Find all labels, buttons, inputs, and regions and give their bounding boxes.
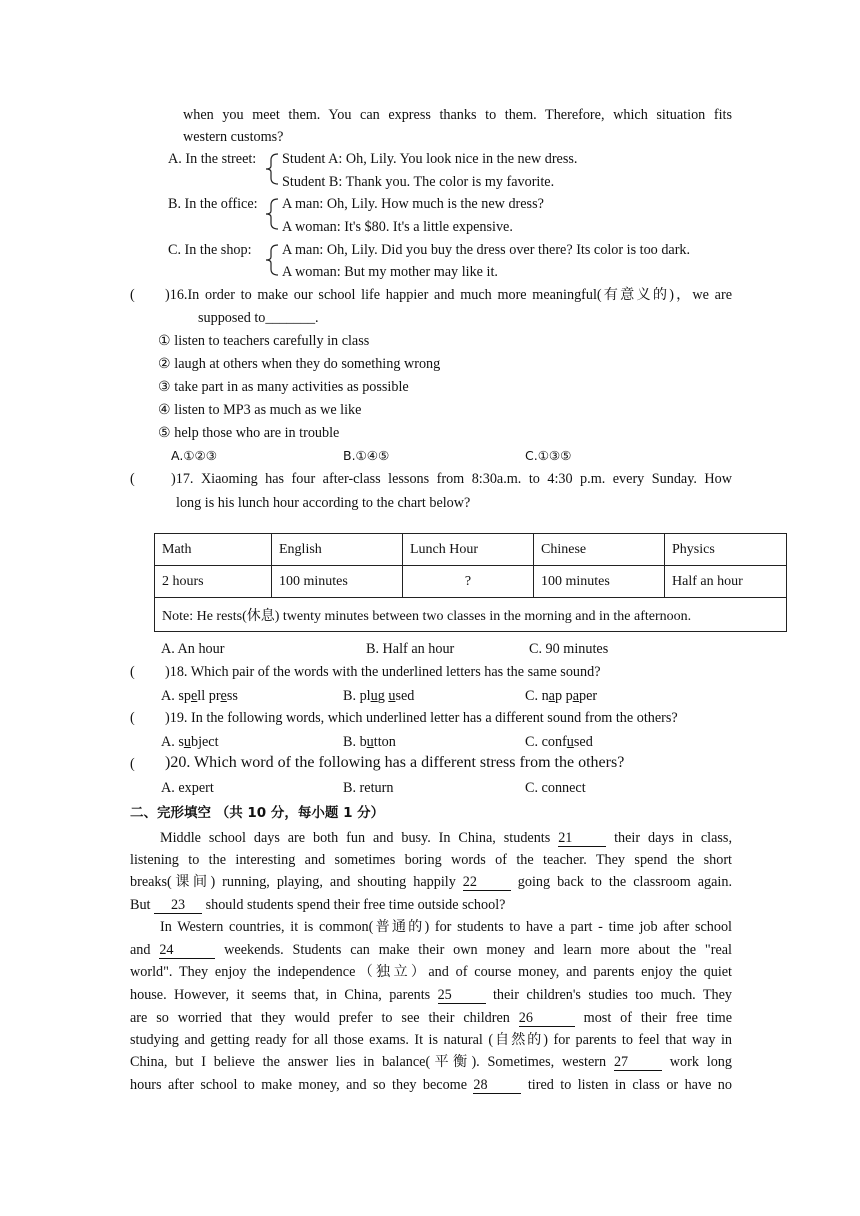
paragraph-line: breaks(课间) running, playing, and shouting happily 22 going back to the classroom again.: [130, 874, 732, 890]
q16-choice-b: B.①④⑤: [343, 448, 390, 463]
cloze-blank: 24: [159, 942, 215, 959]
q16-item: ④ listen to MP3 as much as we like: [158, 402, 362, 418]
paragraph-line: and 24 weekends. Students can make their own money and learn more about the "real: [130, 942, 732, 958]
q19-answer-paren: (: [130, 710, 135, 726]
q15-option-c-label: C. In the shop:: [168, 242, 252, 258]
q18-choice-c: C. nap paper: [525, 688, 598, 704]
q17-choice-c: C. 90 minutes: [529, 641, 609, 657]
table-cell: 2 hours: [155, 566, 272, 598]
cloze-blank: 23: [154, 897, 202, 914]
q16-stem-line2: supposed to_______.: [198, 310, 319, 326]
q19-choice-c: C. confused: [525, 734, 593, 750]
q15-option-b-line2: A woman: It's $80. It's a little expensive.: [282, 219, 513, 235]
paragraph-line: house. However, it seems that, in China, parents 25 their children's studies too much. They: [130, 987, 732, 1003]
table-header-cell: Lunch Hour: [403, 534, 534, 566]
q16-choice-a: A.①②③: [171, 448, 217, 463]
q16-item: ⑤ help those who are in trouble: [158, 425, 340, 441]
cloze-blank: 28: [473, 1077, 521, 1094]
paragraph-line: are so worried that they would prefer to see their children 26 most of their free time: [130, 1010, 732, 1026]
q18-choice-a: A. spell press: [161, 688, 238, 704]
table-header-cell: Math: [155, 534, 272, 566]
table-note: Note: He rests(休息) twenty minutes between two classes in the morning and in the afternoon.: [155, 598, 787, 632]
q20-answer-paren: (: [130, 756, 135, 772]
q15-option-b-line1: A man: Oh, Lily. How much is the new dress?: [282, 196, 544, 212]
section-heading: 二、完形填空 （共 10 分，每小题 1 分）: [130, 805, 385, 821]
q15-option-a-line1: Student A: Oh, Lily. You look nice in the new dress.: [282, 151, 578, 167]
table-row: [155, 566, 787, 598]
table-row: [155, 534, 787, 566]
table-header-cell: English: [272, 534, 403, 566]
table-cell: 100 minutes: [272, 566, 403, 598]
q20-choice-a: A. expert: [161, 780, 214, 796]
brace-icon: [262, 197, 280, 231]
table-cell: 100 minutes: [534, 566, 665, 598]
q15-option-c-line1: A man: Oh, Lily. Did you buy the dress over there? Its color is too dark.: [282, 242, 691, 258]
q16-stem-line1: )16.In order to make our school life happier and much more meaningful(有意义的)，we are: [165, 287, 732, 303]
q16-item: ① listen to teachers carefully in class: [158, 333, 370, 349]
cloze-blank: 25: [438, 987, 486, 1004]
brace-icon: [262, 152, 280, 186]
paragraph-line: Middle school days are both fun and busy. In China, students 21 their days in class,: [160, 830, 732, 846]
cloze-blank: 22: [463, 874, 511, 891]
paragraph-line: listening to the interesting and sometimes boring words of the teacher. They spend the short: [130, 852, 732, 868]
q18-choice-b: B. plug used: [343, 688, 415, 704]
table-cell: Half an hour: [665, 566, 787, 598]
q20-stem: )20. Which word of the following has a different stress from the others?: [165, 754, 625, 771]
q15-option-a-line2: Student B: Thank you. The color is my favorite.: [282, 174, 555, 190]
q15-option-a-label: A. In the street:: [168, 151, 257, 167]
paragraph-line: But 23 should students spend their free time outside school?: [130, 897, 506, 913]
q15-line1: when you meet them. You can express thanks to them. Therefore, which situation fits: [183, 107, 732, 123]
paragraph-line: studying and getting ready for all those exams. It is natural (自然的) for parents to feel that way in: [130, 1032, 732, 1048]
paragraph-line: China, but I believe the answer lies in balance(平衡). Sometimes, western 27 work long: [130, 1054, 732, 1070]
q18-stem: )18. Which pair of the words with the underlined letters has the same sound?: [165, 664, 601, 680]
brace-icon: [262, 243, 280, 277]
q15-option-b-label: B. In the office:: [168, 196, 258, 212]
table-header-cell: Physics: [665, 534, 787, 566]
q18-answer-paren: (: [130, 664, 135, 680]
cloze-blank: 21: [558, 830, 606, 847]
paragraph-line: world". They enjoy the independence（独立）and of course money, and parents enjoy the quiet: [130, 964, 732, 980]
q19-stem: )19. In the following words, which underlined letter has a different sound from the others?: [165, 710, 678, 726]
paragraph-line: In Western countries, it is common(普通的) for students to have a part - time job after school: [160, 919, 732, 935]
table-header-cell: Chinese: [534, 534, 665, 566]
q17-choice-b: B. Half an hour: [366, 641, 455, 657]
table-row: [155, 598, 787, 632]
q16-item: ③ take part in as many activities as possible: [158, 379, 409, 395]
q17-stem-line2: long is his lunch hour according to the chart below?: [176, 495, 471, 511]
q19-choice-b: B. button: [343, 734, 396, 750]
q20-choice-b: B. return: [343, 780, 394, 796]
q16-item: ② laugh at others when they do something wrong: [158, 356, 441, 372]
q16-answer-paren: (: [130, 287, 135, 303]
q15-line2: western customs?: [183, 129, 284, 145]
q16-choice-c: C.①③⑤: [525, 448, 572, 463]
schedule-table: [154, 533, 787, 632]
q15-option-c-line2: A woman: But my mother may like it.: [282, 264, 498, 280]
q17-choice-a: A. An hour: [161, 641, 225, 657]
paragraph-line: hours after school to make money, and so they become 28 tired to listen in class or have no: [130, 1077, 732, 1093]
q17-answer-paren: (: [130, 471, 135, 487]
q20-choice-c: C. connect: [525, 780, 586, 796]
q17-stem-line1: )17. Xiaoming has four after-class lessons from 8:30a.m. to 4:30 p.m. every Sunday. How: [171, 471, 732, 487]
cloze-blank: 26: [519, 1010, 575, 1027]
q19-choice-a: A. subject: [161, 734, 219, 750]
table-cell: ?: [403, 566, 534, 598]
cloze-blank: 27: [614, 1054, 662, 1071]
